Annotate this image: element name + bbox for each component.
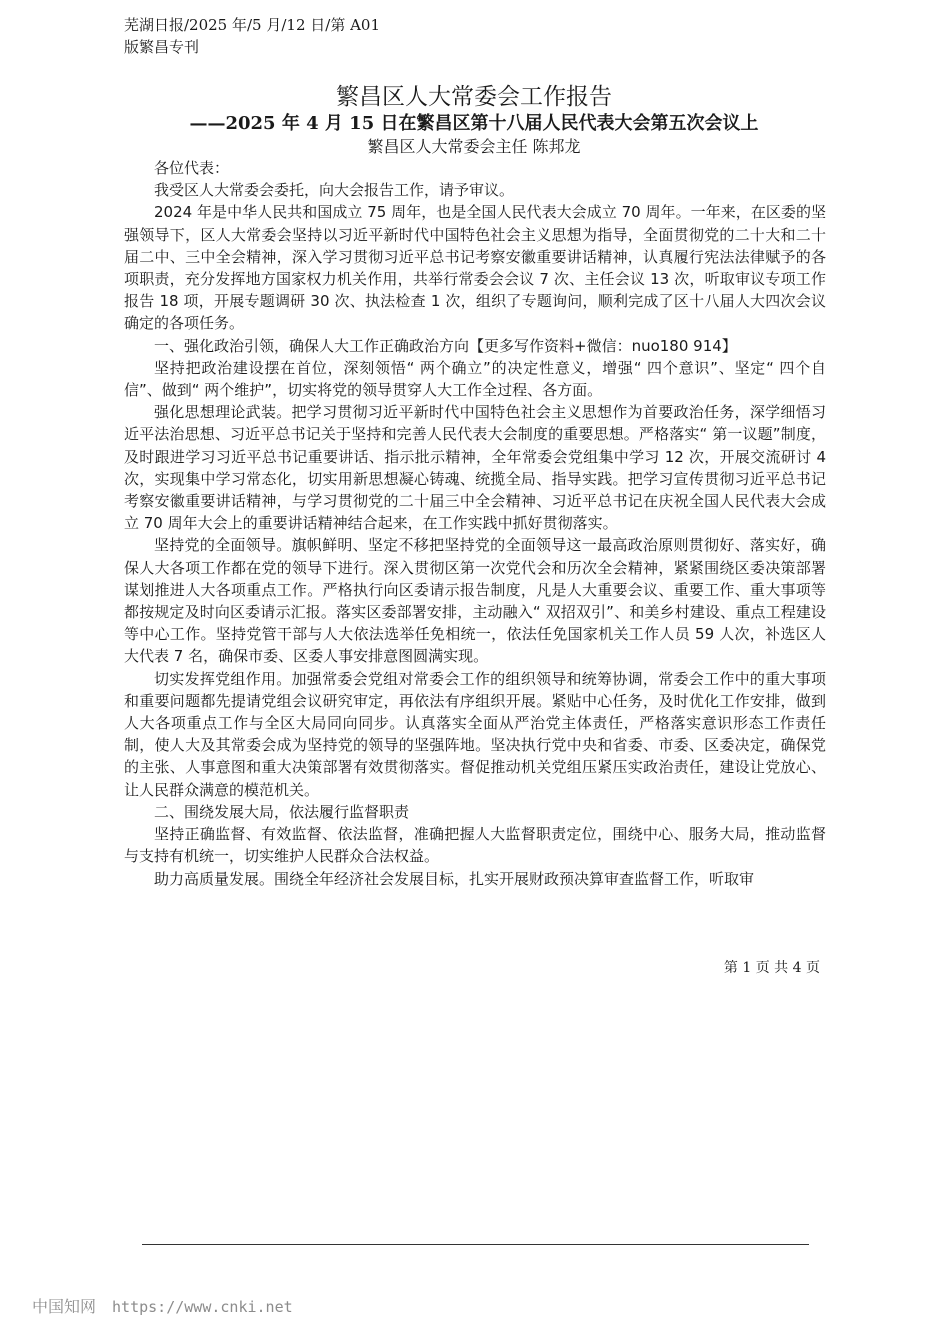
paragraph: 我受区人大常委会委托，向大会报告工作，请予审议。 bbox=[154, 181, 515, 200]
paragraph: 坚持党的全面领导。旗帜鲜明、坚定不移把坚持党的全面领导这一最高政治原则贯彻好、落实好，确保人大各项工作都在党的领导下进行。深入贯彻区第一次党代会和历次全会精神，紧紧围绕区委决策部署谋划推进人大各项重点工作。严格执行向区委请示报告制度，凡是人大重要会议、重要工作、重大事项等都按规定及时向区委请示汇报。落实区委部署安排，主动融入“ 双招双引”、和美乡村建设、重点工程建设等中心工作。坚持党管干部与人大依法选举任免相统一，依法任免国家机关工作人员 59 人次，补选区人大代表 7 名，确保市委、区委人事安排意图圆满实现。 bbox=[124, 536, 826, 666]
brand-label: 中国知网 bbox=[32, 1297, 97, 1316]
footer-url[interactable]: https://www.cnki.net bbox=[112, 1298, 293, 1316]
paragraph: 2024 年是中华人民共和国成立 75 周年，也是全国人民代表大会成立 70 周年。一年来，在区委的坚强领导下，区人大常委会坚持以习近平新时代中国特色社会主义思想为指导，全面贯彻党的二十大和二十届二中、三中全会精神，深入学习贯彻习近平总书记考察安徽重要讲话精神，认真履行宪法法律赋予的各项职责，充分发挥地方国家权力机关作用，共举行常委会会议 7 次、主任会议 13 次，听取审议专项工作报告 18 项，开展专题调研 30 次、执法检查 1 次，组织了专题询问，顺利完成了区十八届人大四次会议确定的各项任务。 bbox=[124, 203, 826, 333]
source-line-2: 版繁昌专刊 bbox=[124, 38, 200, 56]
paragraph: 强化思想理论武装。把学习贯彻习近平新时代中国特色社会主义思想作为首要政治任务，深学细悟习近平法治思想、习近平总书记关于坚持和完善人民代表大会制度的重要思想。严格落实“ 第一议题”制度，及时跟进学习习近平总书记重要讲话、指示批示精神，全年常委会党组集中学习 12 次，开展交流研讨 4 次，实现集中学习常态化，切实用新思想凝心铸魂、统揽全局、指导实践。把学习宣传贯彻习近平总书记考察安徽重要讲话精神，与学习贯彻党的二十届三中全会精神、习近平总书记在庆祝全国人民代表大会成立 70 周年大会上的重要讲话精神结合起来，在工作实践中抓好贯彻落实。 bbox=[124, 403, 826, 533]
paragraph: 助力高质量发展。围绕全年经济社会发展目标，扎实开展财政预决算审查监督工作，听取审 bbox=[154, 869, 755, 888]
footer-watermark bbox=[32, 1294, 293, 1317]
document-author: 繁昌区人大常委会主任 陈邦龙 bbox=[367, 137, 581, 156]
paragraph: 坚持把政治建设摆在首位，深刻领悟“ 两个确立”的决定性意义，增强“ 四个意识”、坚定“ 四个自信”、做到“ 两个维护”，切实将党的领导贯穿人大工作全过程、各方面。 bbox=[124, 358, 826, 400]
paragraph-salutation: 各位代表： bbox=[154, 159, 230, 177]
section-heading: 二、围绕发展大局，依法履行监督职责 bbox=[154, 802, 410, 821]
page-number: 第 1 页 共 4 页 bbox=[723, 960, 820, 976]
section-heading: 一、强化政治引领，确保人大工作正确政治方向【更多写作资料+微信：nuo180 914】 bbox=[154, 336, 737, 355]
paragraph: 切实发挥党组作用。加强常委会党组对常委会工作的组织领导和统筹协调，常委会工作中的重大事项和重要问题都先提请党组会议研究审定，再依法有序组织开展。紧贴中心任务，及时优化工作安排，做到人大各项重点工作与全区大局同向同步。认真落实全面从严治党主体责任，严格落实意识形态工作责任制，使人大及其常委会成为坚持党的领导的坚强阵地。坚决执行党中央和省委、市委、区委决定，确保党的主张、人事意图和重大决策部署有效贯彻落实。督促推动机关党组压紧压实政治责任，建设让党放心、让人民群众满意的模范机关。 bbox=[124, 669, 826, 799]
source-line-1: 芜湖日报/2025 年/5 月/12 日/第 A01 bbox=[124, 16, 381, 34]
paragraph: 坚持正确监督、有效监督、依法监督，准确把握人大监督职责定位，围绕中心、服务大局，推动监督与支持有机统一，切实维护人民群众合法权益。 bbox=[124, 825, 826, 866]
document-title: 繁昌区人大常委会工作报告 bbox=[336, 84, 612, 110]
document-body bbox=[124, 157, 826, 890]
document-header bbox=[124, 82, 824, 158]
document-subtitle: ——2025 年 4 月 15 日在繁昌区第十八届人民代表大会第五次会议上 bbox=[189, 113, 759, 134]
footer-divider bbox=[142, 1244, 809, 1245]
source-citation bbox=[124, 14, 424, 58]
